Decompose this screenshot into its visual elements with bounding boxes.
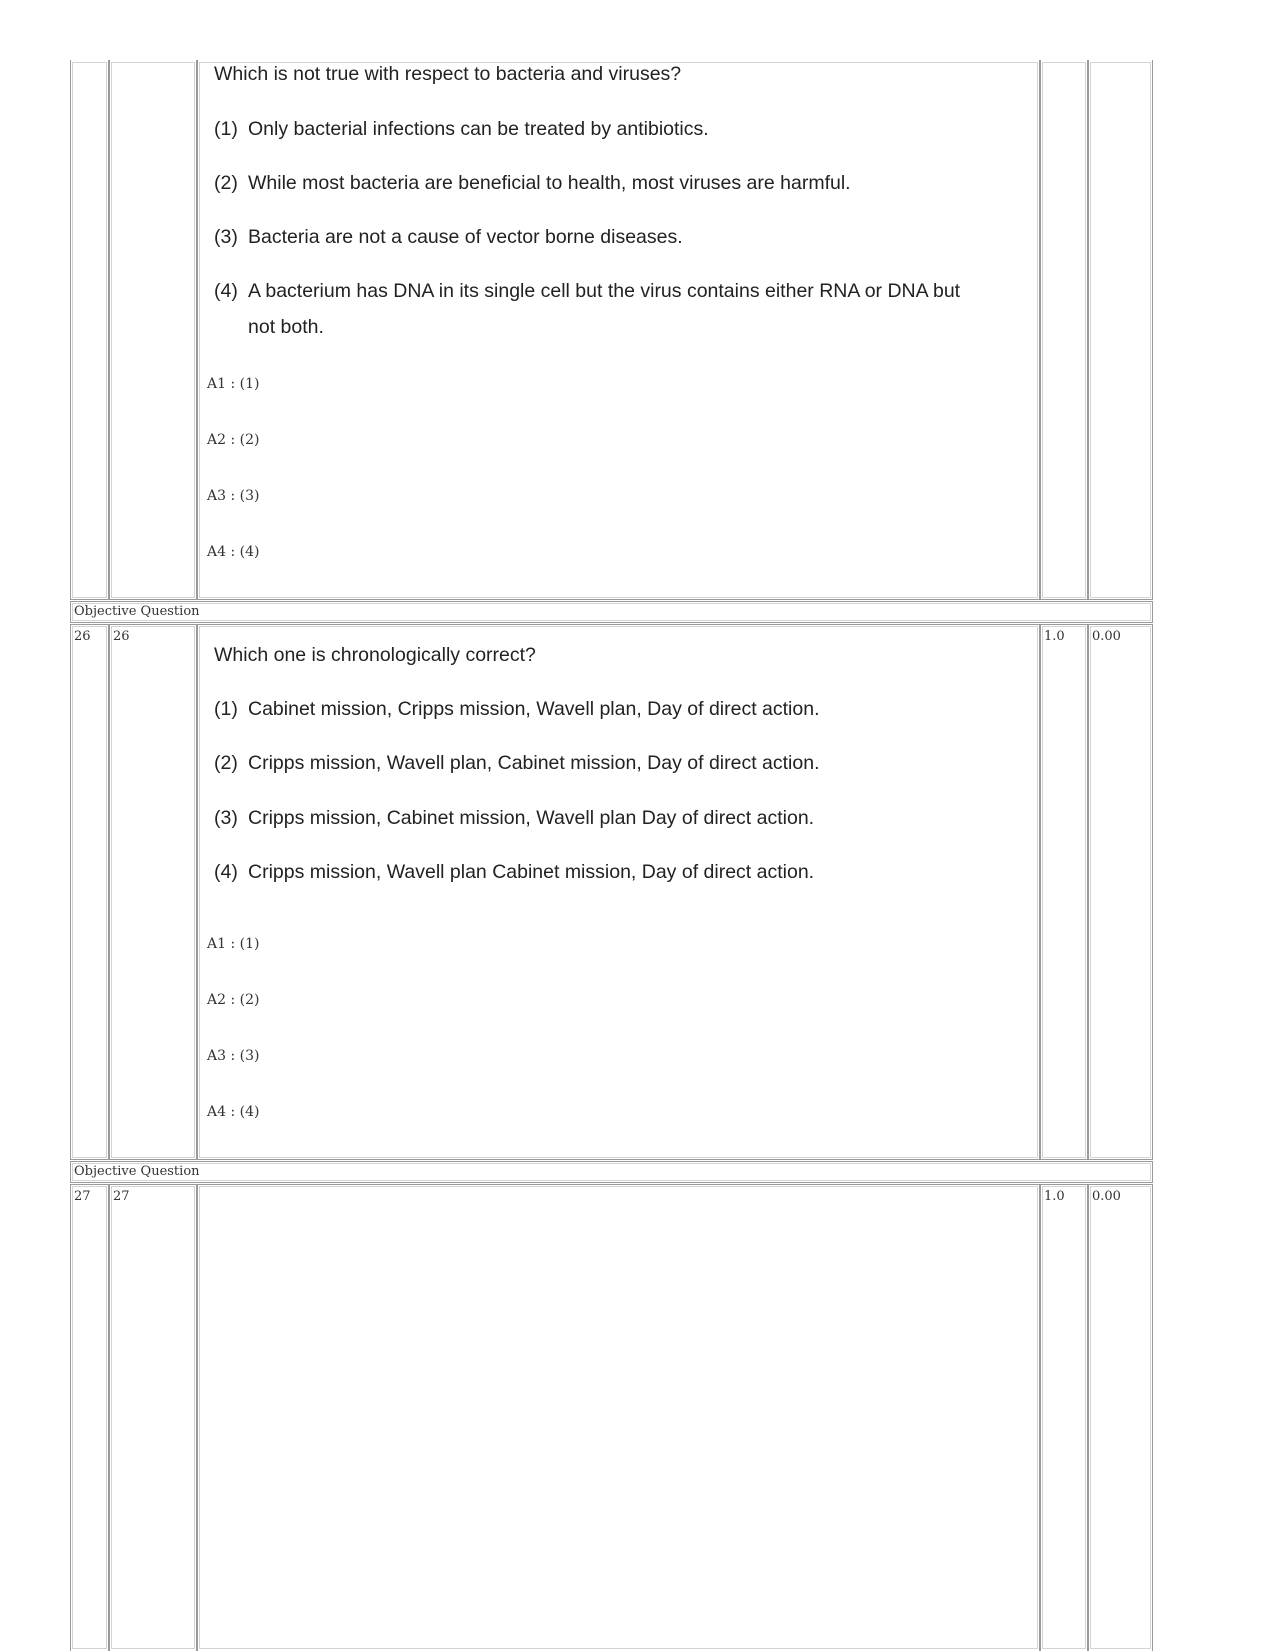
option-number: (2) [214, 172, 238, 194]
q25-option-4 [214, 273, 1024, 345]
q25-option-1 [214, 111, 1024, 147]
q25-answer-2: A2 : (2) [207, 432, 260, 448]
option-text: A bacterium has DNA in its single cell but the virus contains either RNA or DNA but [248, 280, 961, 302]
option-number: (4) [214, 861, 238, 883]
q27-marks-cell: 1.0 [1040, 1184, 1088, 1651]
option-number: (1) [214, 118, 238, 140]
q25-option-2 [214, 165, 1024, 201]
q26-answer-3: A3 : (3) [207, 1048, 260, 1064]
option-text: Cabinet mission, Cripps mission, Wavell plan, Day of direct action. [248, 698, 820, 720]
q25-answer-3: A3 : (3) [207, 488, 260, 504]
option-text: Bacteria are not a cause of vector borne diseases. [248, 226, 683, 248]
option-number: (2) [214, 752, 238, 774]
q26-question-text: Which one is chronologically correct? [214, 644, 536, 666]
q25-question-text: Which is not true with respect to bacteria and viruses? [214, 63, 682, 85]
option-text: While most bacteria are beneficial to health, most viruses are harmful. [248, 172, 851, 194]
section-label: Objective Question [70, 601, 1153, 623]
q27-qno-cell: 27 [109, 1184, 197, 1651]
q26-option-4 [214, 854, 1024, 890]
option-number: (3) [214, 226, 238, 248]
q26-option-2 [214, 745, 1024, 781]
q25-negative-cell [1088, 60, 1153, 600]
q25-answer-1: A1 : (1) [207, 376, 260, 392]
q25-body-cell [197, 60, 1040, 600]
option-text-continued: not both. [248, 316, 324, 338]
q26-sno-cell: 26 [70, 624, 109, 1160]
q25-option-3 [214, 219, 1024, 255]
option-text: Cripps mission, Cabinet mission, Wavell plan Day of direct action. [248, 807, 815, 829]
q27-negative-cell: 0.00 [1088, 1184, 1153, 1651]
q26-answer-4: A4 : (4) [207, 1104, 260, 1120]
q26-body-cell [197, 624, 1040, 1160]
option-number: (3) [214, 807, 238, 829]
option-number: (1) [214, 698, 238, 720]
q26-option-1 [214, 691, 1024, 727]
q26-marks-cell: 1.0 [1040, 624, 1088, 1160]
q25-marks-cell [1040, 60, 1088, 600]
option-text: Cripps mission, Wavell plan Cabinet mission, Day of direct action. [248, 861, 815, 883]
q26-answer-2: A2 : (2) [207, 992, 260, 1008]
q26-negative-cell: 0.00 [1088, 624, 1153, 1160]
q27-body-cell [197, 1184, 1040, 1651]
q26-answer-1: A1 : (1) [207, 936, 260, 952]
q25-sno-cell [70, 60, 109, 600]
q25-answer-4: A4 : (4) [207, 544, 260, 560]
option-text: Cripps mission, Wavell plan, Cabinet mission, Day of direct action. [248, 752, 820, 774]
q26-option-3 [214, 800, 1024, 836]
q26-qno-cell: 26 [109, 624, 197, 1160]
q25-qno-cell [109, 60, 197, 600]
q27-sno-cell: 27 [70, 1184, 109, 1651]
section-label: Objective Question [70, 1161, 1153, 1183]
option-text: Only bacterial infections can be treated by antibiotics. [248, 118, 709, 140]
question-table [70, 60, 1217, 1651]
option-number: (4) [214, 280, 238, 302]
